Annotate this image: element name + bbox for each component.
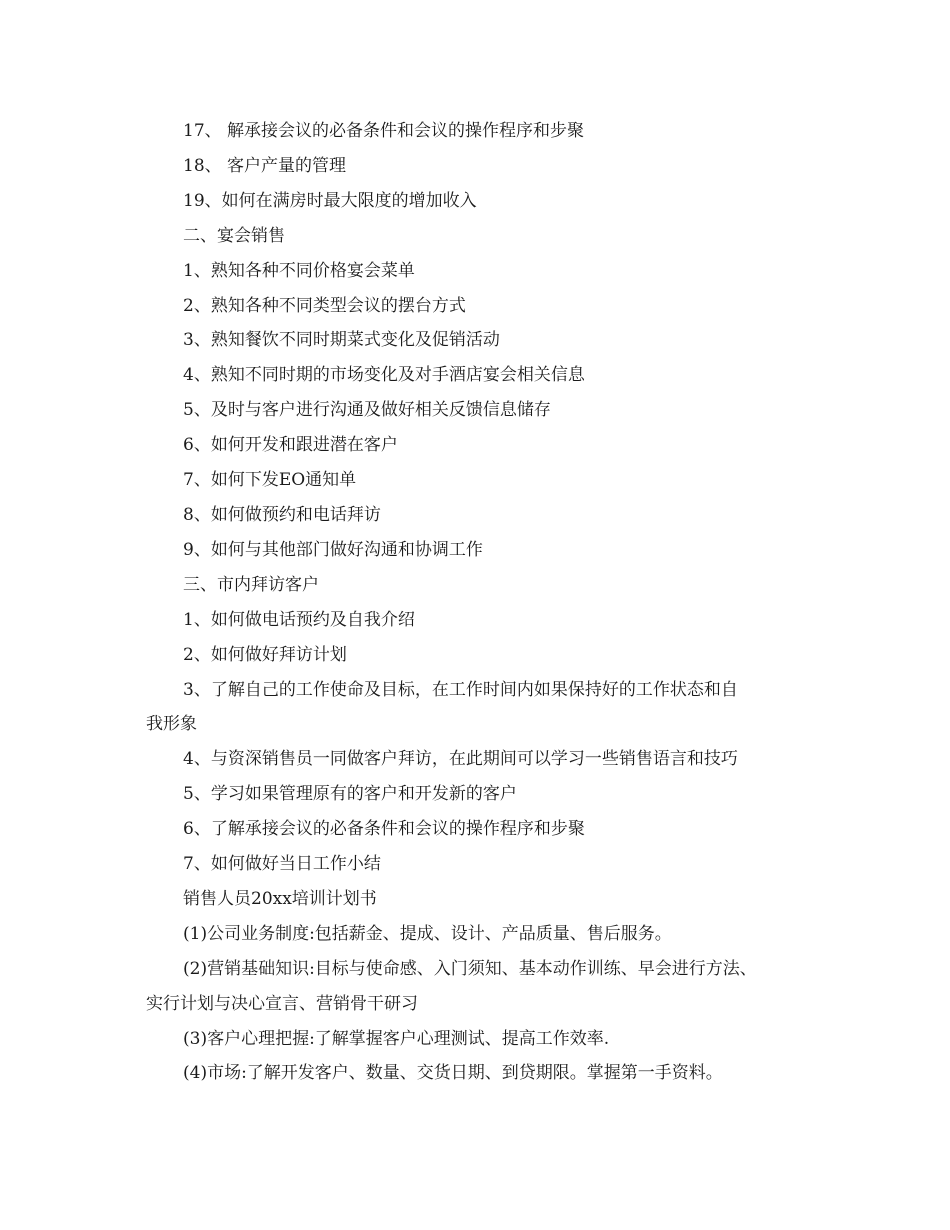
paragraph-continuation: 实行计划与决心宣言、营销骨干研习	[146, 993, 418, 1014]
section-heading: 销售人员20xx培训计划书	[183, 888, 377, 909]
paragraph-continuation: 我形象	[146, 714, 197, 735]
paragraph: 7、如何做好当日工作小结	[183, 854, 381, 875]
paragraph: 3、了解自己的工作使命及目标，在工作时间内如果保持好的工作状态和自	[183, 679, 738, 700]
paragraph: (3)客户心理把握:了解掌握客户心理测试、提高工作效率.	[183, 1028, 610, 1049]
paragraph: 4、熟知不同时期的市场变化及对手酒店宴会相关信息	[183, 365, 585, 386]
section-heading: 三、市内拜访客户	[183, 574, 319, 595]
paragraph: 1、如何做电话预约及自我介绍	[183, 609, 415, 630]
paragraph: 19、如何在满房时最大限度的增加收入	[183, 190, 477, 211]
paragraph: 7、如何下发EO通知单	[183, 470, 357, 491]
paragraph: 8、如何做预约和电话拜访	[183, 504, 381, 525]
paragraph: 5、及时与客户进行沟通及做好相关反馈信息储存	[183, 400, 551, 421]
paragraph: (1)公司业务制度:包括薪金、提成、设计、产品质量、售后服务。	[183, 923, 672, 944]
paragraph: 6、如何开发和跟进潜在客户	[183, 435, 398, 456]
paragraph: 5、学习如果管理原有的客户和开发新的客户	[183, 784, 517, 805]
paragraph: 9、如何与其他部门做好沟通和协调工作	[183, 539, 483, 560]
paragraph: 2、熟知各种不同类型会议的摆台方式	[183, 295, 466, 316]
paragraph: 6、了解承接会议的必备条件和会议的操作程序和步聚	[183, 819, 585, 840]
paragraph: 3、熟知餐饮不同时期菜式变化及促销活动	[183, 330, 500, 351]
section-heading: 二、宴会销售	[183, 225, 285, 246]
paragraph: (2)营销基础知识:目标与使命感、入门须知、基本动作训练、早会进行方法、	[183, 958, 757, 979]
paragraph: 4、与资深销售员一同做客户拜访，在此期间可以学习一些销售语言和技巧	[183, 749, 738, 770]
paragraph: 18、 客户产量的管理	[183, 155, 347, 176]
document-body	[146, 114, 816, 1091]
paragraph: 2、如何做好拜访计划	[183, 644, 347, 665]
paragraph: 1、熟知各种不同价格宴会菜单	[183, 260, 415, 281]
paragraph: 17、 解承接会议的必备条件和会议的操作程序和步聚	[183, 121, 585, 141]
paragraph: (4)市场:了解开发客户、数量、交货日期、到贷期限。掌握第一手资料。	[183, 1063, 723, 1084]
